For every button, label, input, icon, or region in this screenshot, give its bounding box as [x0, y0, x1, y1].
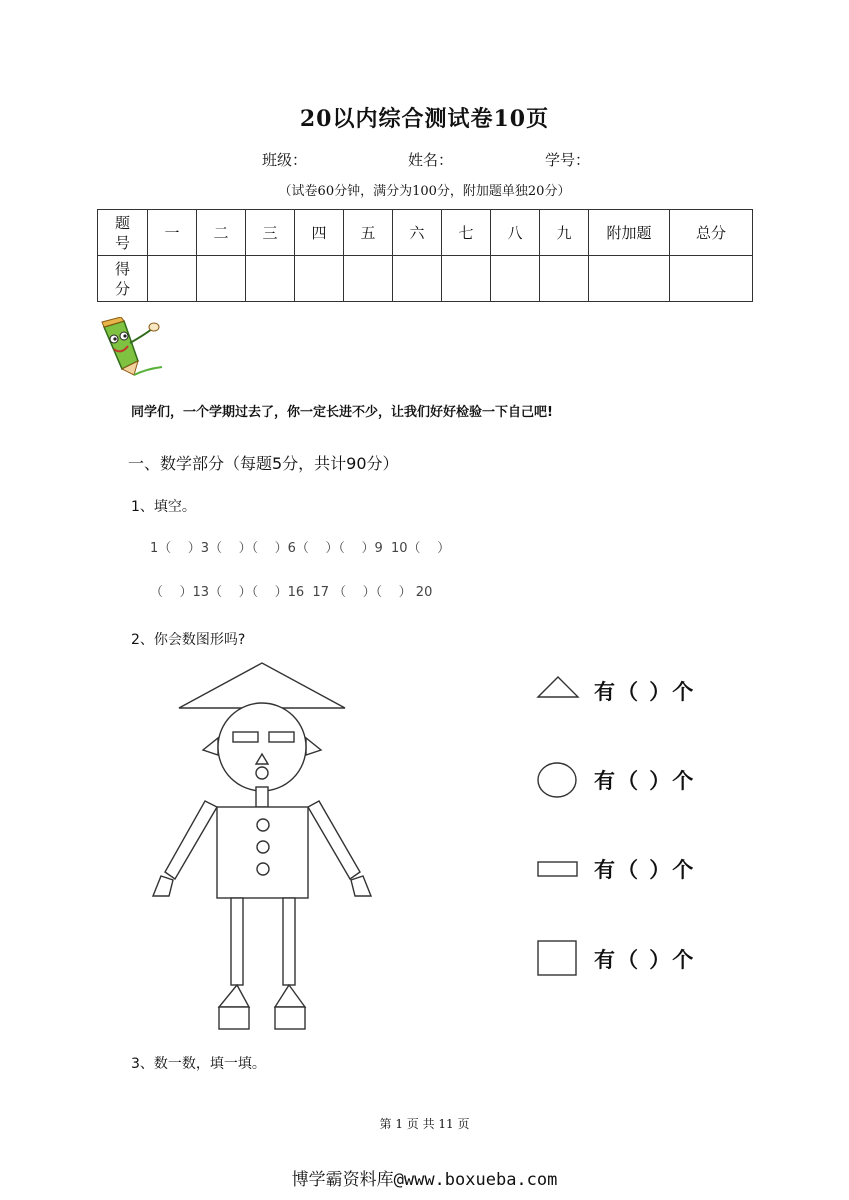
score-cell[interactable] — [670, 256, 753, 302]
right-leg-rect — [283, 898, 295, 985]
circle-icon — [535, 760, 581, 800]
right-eye-rect — [269, 732, 294, 742]
score-table-score-row — [98, 256, 753, 302]
sequence-line-1: 1（ ）3（ ）（ ）6（ ）（ ）9 10（ ） — [150, 541, 451, 556]
section-title: 一、数学部分（每题5分，共计90分） — [128, 454, 399, 473]
square-count: 有（ ）个 — [594, 948, 696, 972]
button-circle — [257, 841, 269, 853]
square-icon — [535, 938, 581, 978]
site-watermark: 博学霸资料库@www.boxueba.com — [291, 1170, 558, 1190]
left-arm-rect — [165, 801, 217, 879]
name-label: 姓名： — [408, 151, 454, 169]
row-label-question — [98, 210, 148, 256]
score-cell[interactable] — [246, 256, 295, 302]
right-foot-triangle — [275, 985, 305, 1007]
hat-triangle — [179, 663, 345, 708]
col-header: 五 — [344, 210, 393, 256]
col-header: 九 — [540, 210, 589, 256]
mouth-circle — [256, 767, 268, 779]
button-circle — [257, 819, 269, 831]
col-header: 七 — [442, 210, 491, 256]
col-header: 六 — [393, 210, 442, 256]
id-label: 学号： — [545, 151, 591, 169]
shape-robot-figure — [148, 658, 388, 1038]
score-cell[interactable] — [540, 256, 589, 302]
triangle-icon — [535, 674, 581, 700]
score-cell[interactable] — [148, 256, 197, 302]
rectangle-count: 有（ ）个 — [594, 858, 696, 882]
question-2-title: 2、你会数图形吗? — [131, 632, 246, 648]
col-header: 总分 — [670, 210, 753, 256]
sequence-line-2: （ ）13（ ）（ ）16 17 （ ）（ ） 20 — [150, 585, 433, 600]
triangle-count: 有（ ）个 — [594, 680, 696, 704]
exam-note: （试卷60分钟，满分为100分，附加题单独20分） — [278, 184, 571, 199]
button-circle — [257, 863, 269, 875]
score-cell[interactable] — [344, 256, 393, 302]
right-arm-rect — [308, 801, 360, 879]
pencil-mascot-icon — [94, 317, 174, 382]
col-header: 二 — [197, 210, 246, 256]
score-cell[interactable] — [589, 256, 670, 302]
col-header: 三 — [246, 210, 295, 256]
row-label-score — [98, 256, 148, 302]
col-header: 八 — [491, 210, 540, 256]
left-leg-rect — [231, 898, 243, 985]
col-header: 四 — [295, 210, 344, 256]
question-1-title: 1、填空。 — [131, 499, 196, 515]
score-table-header-row — [98, 210, 753, 256]
question-3-title: 3、数一数，填一填。 — [131, 1056, 266, 1072]
left-ear-triangle — [203, 738, 218, 755]
score-cell[interactable] — [442, 256, 491, 302]
left-foot-triangle — [219, 985, 249, 1007]
left-shoe-square — [219, 1007, 249, 1029]
left-eye-rect — [233, 732, 258, 742]
row-label-score-text: 得分 — [115, 259, 131, 298]
greeting-text: 同学们，一个学期过去了，你一定长进不少，让我们好好检验一下自己吧! — [131, 405, 553, 420]
row-label-question-text: 题号 — [115, 213, 131, 252]
page-title: 20以内综合测试卷10页 — [299, 106, 550, 132]
score-cell[interactable] — [295, 256, 344, 302]
score-cell[interactable] — [197, 256, 246, 302]
col-header: 附加题 — [589, 210, 670, 256]
right-shoe-square — [275, 1007, 305, 1029]
rectangle-icon — [535, 859, 581, 879]
right-ear-triangle — [306, 738, 321, 755]
neck-rect — [256, 787, 268, 807]
col-header: 一 — [148, 210, 197, 256]
score-cell[interactable] — [491, 256, 540, 302]
page-number: 第 1 页 共 11 页 — [379, 1117, 470, 1131]
score-cell[interactable] — [393, 256, 442, 302]
score-table — [97, 209, 753, 302]
circle-count: 有（ ）个 — [594, 769, 696, 793]
class-label: 班级： — [262, 151, 308, 169]
right-hand-triangle — [351, 876, 371, 896]
left-hand-triangle — [153, 876, 173, 896]
